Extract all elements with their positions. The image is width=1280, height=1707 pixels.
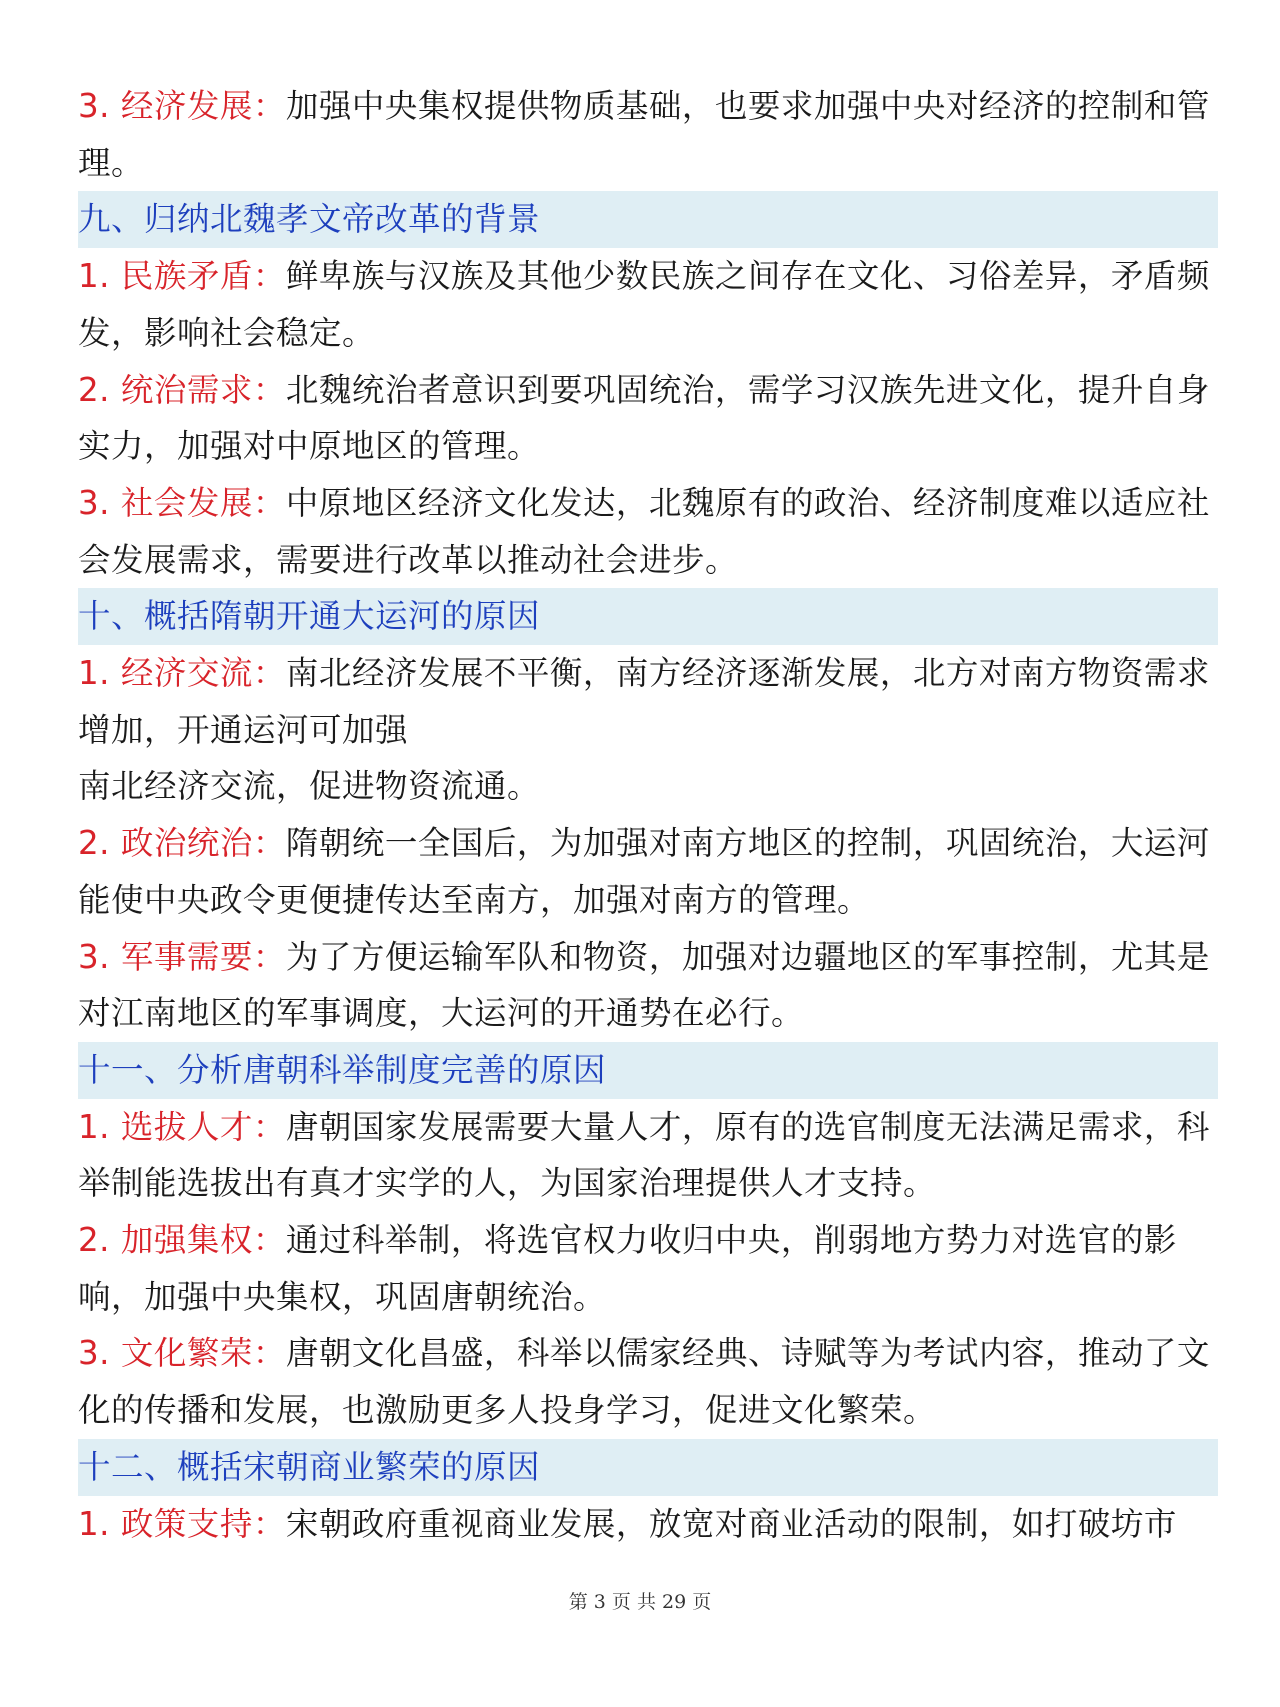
list-item bbox=[78, 1325, 1218, 1438]
item-label: 3. 军事需要： bbox=[78, 937, 286, 976]
item-text: 中原地区经济文化发达，北魏原有的政治、经济制度难以适应社会发展需求，需要进行改革以推动社会进步。 bbox=[78, 483, 1210, 579]
item-label: 3. 文化繁荣： bbox=[78, 1334, 286, 1373]
item-text: 宋朝政府重视商业发展，放宽对商业活动的限制，如打破坊市 bbox=[285, 1504, 1177, 1543]
list-item bbox=[78, 929, 1218, 1042]
section-heading: 九、归纳北魏孝文帝改革的背景 bbox=[78, 191, 1218, 248]
item-text: 为了方便运输军队和物资，加强对边疆地区的军事控制，尤其是对江南地区的军事调度，大运河的开通势在必行。 bbox=[78, 937, 1210, 1033]
item-text: 南北经济发展不平衡，南方经济逐渐发展，北方对南方物资需求增加，开通运河可加强 bbox=[78, 654, 1210, 749]
item-text: 鲜卑族与汉族及其他少数民族之间存在文化、习俗差异，矛盾频发，影响社会稳定。 bbox=[78, 257, 1210, 352]
item-label: 3. 经济发展： bbox=[78, 87, 286, 125]
list-item bbox=[78, 1099, 1218, 1212]
list-item bbox=[78, 815, 1218, 928]
list-item bbox=[78, 1212, 1218, 1325]
page-number: 第 3 页 共 29 页 bbox=[568, 1591, 712, 1613]
item-label: 1. 经济交流： bbox=[78, 654, 286, 692]
item-label: 1. 政策支持： bbox=[78, 1504, 286, 1543]
item-text: 北魏统治者意识到要巩固统治，需学习汉族先进文化，提升自身实力，加强对中原地区的管理。 bbox=[78, 370, 1210, 466]
list-item bbox=[78, 78, 1218, 191]
item-text: 隋朝统一全国后，为加强对南方地区的控制，巩固统治，大运河能使中央政令更便捷传达至南方，加强对南方的管理。 bbox=[78, 824, 1210, 919]
item-text: 唐朝国家发展需要大量人才，原有的选官制度无法满足需求，科举制能选拔出有真才实学的人，为国家治理提供人才支持。 bbox=[78, 1107, 1210, 1203]
item-label: 2. 统治需求： bbox=[78, 370, 286, 409]
section-heading: 十、概括隋朝开通大运河的原因 bbox=[78, 588, 1218, 645]
item-label: 3. 社会发展： bbox=[78, 483, 286, 522]
document-page bbox=[78, 78, 1218, 1552]
list-item bbox=[78, 645, 1218, 815]
section-heading: 十二、概括宋朝商业繁荣的原因 bbox=[78, 1439, 1218, 1496]
item-text: 通过科举制，将选官权力收归中央，削弱地方势力对选官的影响，加强中央集权，巩固唐朝统治。 bbox=[78, 1221, 1177, 1316]
item-label: 1. 民族矛盾： bbox=[78, 257, 286, 296]
item-label: 2. 政治统治： bbox=[78, 824, 286, 863]
item-label: 1. 选拔人才： bbox=[78, 1107, 286, 1146]
list-item bbox=[78, 362, 1218, 475]
item-text-continuation: 南北经济交流，促进物资流通。 bbox=[78, 767, 541, 806]
item-text: 加强中央集权提供物质基础，也要求加强中央对经济的控制和管理。 bbox=[78, 87, 1210, 182]
section-heading: 十一、分析唐朝科举制度完善的原因 bbox=[78, 1042, 1218, 1099]
item-text: 唐朝文化昌盛，科举以儒家经典、诗赋等为考试内容，推动了文化的传播和发展，也激励更多人投身学习，促进文化繁荣。 bbox=[78, 1334, 1210, 1430]
list-item bbox=[78, 1496, 1218, 1553]
list-item bbox=[78, 248, 1218, 361]
list-item bbox=[78, 475, 1218, 588]
item-label: 2. 加强集权： bbox=[78, 1221, 286, 1260]
